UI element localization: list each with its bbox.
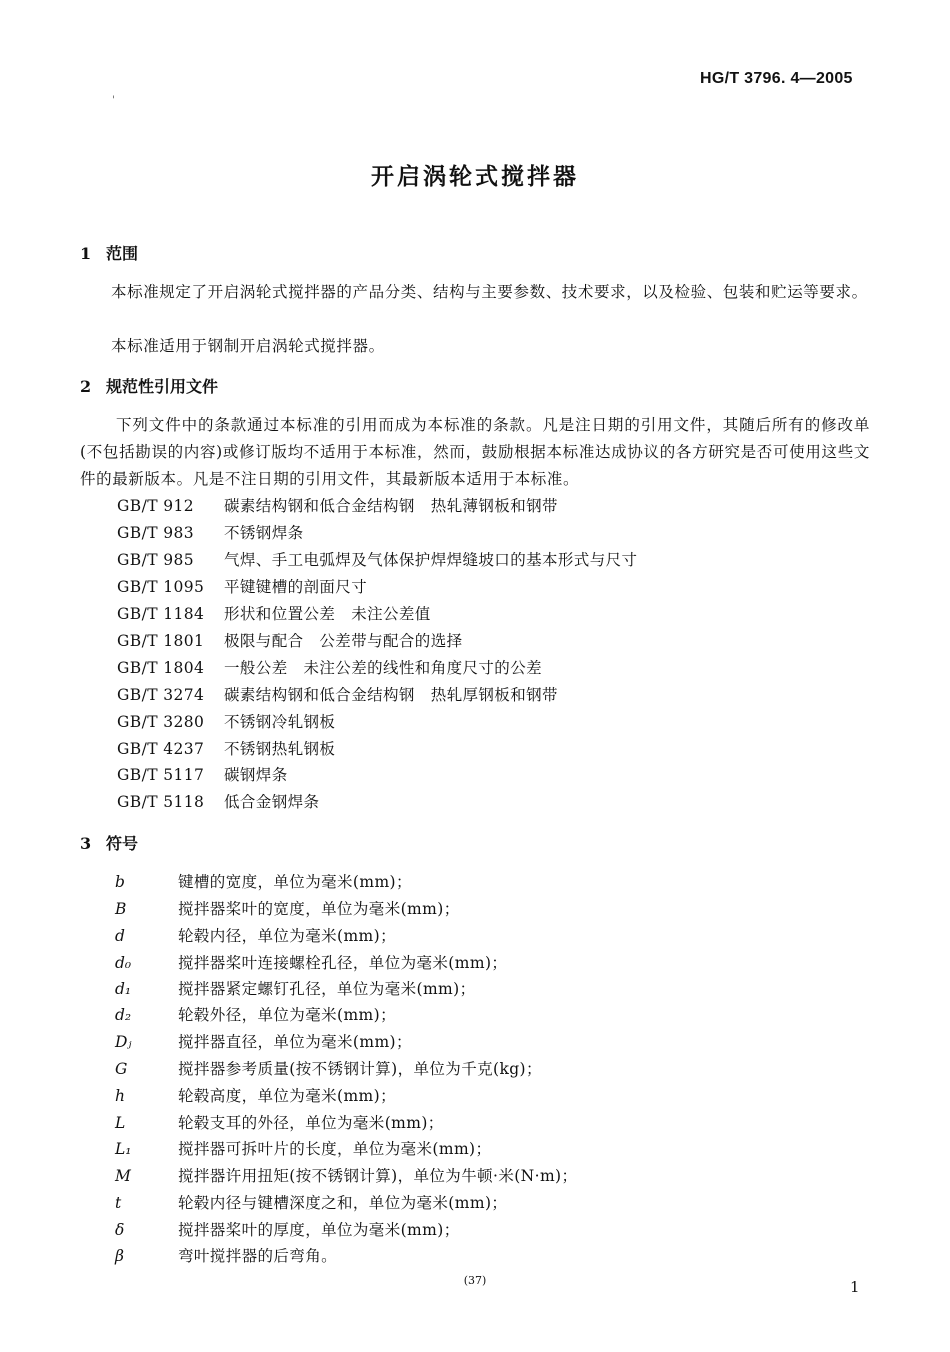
symbol: G [115,1060,128,1078]
symbol: h [115,1087,125,1105]
symbol-entry [115,951,507,973]
reference-title: 不锈钢热轧钢板 [224,740,336,758]
reference-item [117,763,288,785]
reference-code: GB/T 3274 [117,686,205,704]
reference-code: GB/T 985 [117,551,195,569]
page-reference: (37) [463,1274,487,1287]
symbol-description: 搅拌器桨叶连接螺栓孔径，单位为毫米(mm)； [178,954,508,972]
standard-number: HG/T 3796. 4—2005 [700,70,853,87]
symbol: L₁ [115,1140,132,1158]
symbol-description: 搅拌器可拆叶片的长度，单位为毫米(mm)； [178,1140,492,1158]
symbol: L [115,1114,126,1132]
section-title: 范围 [106,244,139,263]
symbol: d₀ [115,954,132,972]
reference-item [117,629,463,651]
reference-title: 极限与配合 公差带与配合的选择 [224,632,463,650]
reference-title: 气焊、手工电弧焊及气体保护焊焊缝坡口的基本形式与尺寸 [224,551,638,569]
normative-intro: 下列文件中的条款通过本标准的引用而成为本标准的条款。凡是注日期的引用文件，其随后所有的修改单(不包括勘误的内容)或修订版均不适用于本标准，然而，鼓励根据本标准达成协议的各方研究是否可使用这些文件的最新版本。凡是不注日期的引用文件，其最新版本适用于本标准。 [80,416,870,488]
symbol-description: 轮毂内径与键槽深度之和，单位为毫米(mm)； [178,1194,508,1212]
symbol-entry [115,870,412,892]
symbol-description: 搅拌器参考质量(按不锈钢计算)，单位为千克(kg)； [178,1060,542,1078]
reference-code: GB/T 3280 [117,713,205,731]
symbol-description: 搅拌器紧定螺钉孔径，单位为毫米(mm)； [178,980,476,998]
scan-mark: ' [112,95,115,106]
reference-code: GB/T 4237 [117,740,205,758]
section-3-heading [80,831,138,854]
reference-item [117,575,367,597]
reference-code: GB/T 1184 [117,605,205,623]
symbol: t [115,1194,122,1212]
symbol-description: 轮毂外径，单位为毫米(mm)； [178,1006,396,1024]
symbol: Dⱼ [115,1033,132,1051]
reference-item [117,683,558,705]
symbol-entry [115,924,396,946]
symbol: d₁ [115,980,132,998]
reference-code: GB/T 912 [117,497,195,515]
symbol-description: 搅拌器许用扭矩(按不锈钢计算)，单位为牛顿·米(N·m)； [178,1167,578,1185]
symbol: M [115,1167,131,1185]
symbol: d [115,927,125,945]
symbol-entry [115,897,460,919]
reference-title: 形状和位置公差 未注公差值 [224,605,431,623]
reference-code: GB/T 1804 [117,659,205,677]
symbol-entry [115,1057,542,1079]
reference-item [117,602,431,624]
section-title: 符号 [106,834,139,853]
reference-title: 碳钢焊条 [224,766,288,784]
section-number: 2 [80,377,92,396]
reference-title: 平键键槽的剖面尺寸 [224,578,368,596]
symbol-entry [115,1030,412,1052]
section-1-heading [80,241,138,264]
reference-code: GB/T 1801 [117,632,205,650]
symbol-entry [115,1218,460,1240]
reference-code: GB/T 5118 [117,793,205,811]
symbol: b [115,873,125,891]
page-number: 1 [850,1278,860,1296]
symbol: β [115,1247,124,1265]
reference-item [117,710,335,732]
reference-title: 碳素结构钢和低合金结构钢 热轧厚钢板和钢带 [224,686,558,704]
reference-code: GB/T 1095 [117,578,205,596]
reference-item [117,737,335,759]
reference-title: 不锈钢冷轧钢板 [224,713,336,731]
reference-code: GB/T 983 [117,524,195,542]
reference-item [117,656,542,678]
symbol-entry [115,1003,396,1025]
symbol: d₂ [115,1006,132,1024]
symbol-description: 轮毂内径，单位为毫米(mm)； [178,927,396,945]
symbol-entry [115,1244,337,1266]
reference-title: 低合金钢焊条 [224,793,320,811]
symbol-description: 搅拌器直径，单位为毫米(mm)； [178,1033,412,1051]
symbol-description: 轮毂高度，单位为毫米(mm)； [178,1087,396,1105]
reference-title: 一般公差 未注公差的线性和角度尺寸的公差 [224,659,543,677]
symbol-entry [115,1137,491,1159]
symbol-description: 搅拌器桨叶的厚度，单位为毫米(mm)； [178,1221,460,1239]
symbol-description: 弯叶搅拌器的后弯角。 [178,1247,338,1265]
symbol: B [115,900,127,918]
reference-item [117,548,637,570]
reference-item [117,790,319,812]
symbol-description: 搅拌器桨叶的宽度，单位为毫米(mm)； [178,900,460,918]
reference-title: 不锈钢焊条 [224,524,304,542]
section-title: 规范性引用文件 [106,377,219,396]
symbol-entry [115,1084,396,1106]
symbol-description: 键槽的宽度，单位为毫米(mm)； [178,873,412,891]
scope-paragraph-2: 本标准适用于钢制开启涡轮式搅拌器。 [111,337,385,355]
section-number: 1 [80,244,92,263]
document-title: 开启涡轮式搅拌器 [371,163,579,190]
section-2-heading [80,374,218,397]
symbol-description: 轮毂支耳的外径，单位为毫米(mm)； [178,1114,444,1132]
reference-title: 碳素结构钢和低合金结构钢 热轧薄钢板和钢带 [224,497,558,515]
reference-item [117,521,304,543]
symbol-entry [115,1191,507,1213]
reference-item [117,494,558,516]
symbol-entry [115,1164,577,1186]
symbol-entry [115,1111,444,1133]
scope-paragraph-1: 本标准规定了开启涡轮式搅拌器的产品分类、结构与主要参数、技术要求，以及检验、包装和贮运等要求。 [111,283,868,301]
symbol: δ [115,1221,125,1239]
section-number: 3 [80,834,92,853]
reference-code: GB/T 5117 [117,766,205,784]
symbol-entry [115,977,476,999]
